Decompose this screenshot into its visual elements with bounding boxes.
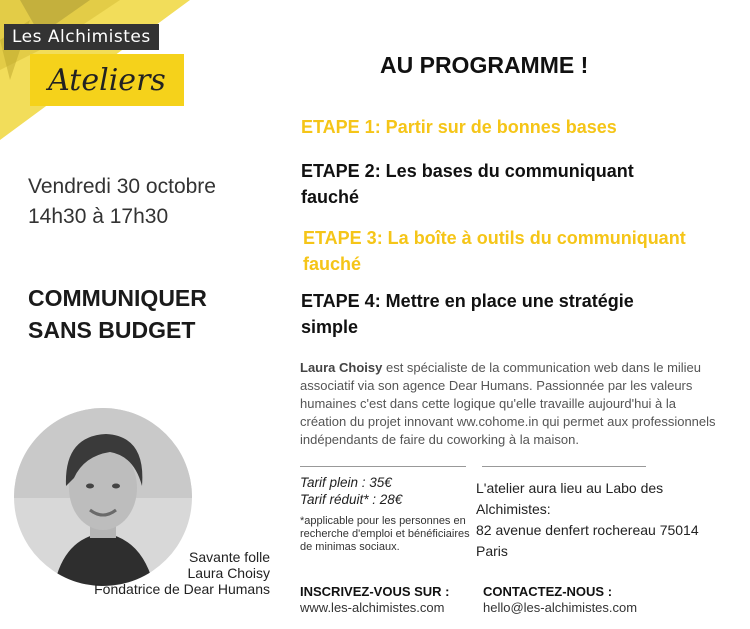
step-3 [303,225,686,277]
register-label: INSCRIVEZ-VOUS SUR : [300,584,450,599]
step-2 [301,158,634,210]
venue-line1: L'atelier aura lieu au Labo des [476,480,664,496]
event-datetime [28,172,216,232]
event-date: Vendredi 30 octobre [28,175,216,198]
tarif-plein: Tarif plein : 35€ [300,475,392,490]
event-time: 14h30 à 17h30 [28,205,169,228]
step-1-line1: ETAPE 1: Partir sur de bonnes bases [301,117,617,137]
speaker-bio [300,359,720,449]
venue-line2: Alchimistes: [476,501,551,517]
bio-name: Laura Choisy [300,360,383,375]
speaker-role: Savante folle [189,549,270,565]
contact-email-link[interactable]: hello@les-alchimistes.com [483,600,638,615]
speaker-name: Laura Choisy [187,565,270,581]
logo-alchimistes: Les Alchimistes [4,24,159,50]
venue-info [476,478,726,562]
pricing [300,474,402,508]
register-link[interactable]: www.les-alchimistes.com [300,600,445,615]
pricing-note: *applicable pour les personnes en recherche d'emploi et bénéficiaires de minimas sociaux. [300,515,470,553]
step-2-line2: fauché [301,187,360,207]
bio-text: est spécialiste de la communication web dans le milieu associatif via son agence Dear Humans. Passionnée par les valeurs humaines c'est dans cette logique qu'elle travaille aujourd'hui à la création du projet innovant ww.cohome.in qui permet aux professionnels indépendants de faire du coworking à la maison. [300,360,716,447]
step-3-line2: fauché [303,254,362,274]
step-1 [301,114,617,140]
divider-right [482,466,646,467]
step-3-line1: ETAPE 3: La boîte à outils du communiquant [303,228,686,248]
speaker-caption [94,549,270,597]
logo-ateliers: Ateliers [30,54,184,106]
step-4 [301,288,634,340]
workshop-title-line2: SANS BUDGET [28,317,196,343]
step-4-line2: simple [301,317,359,337]
venue-line3: 82 avenue denfert rochereau 75014 [476,522,699,538]
venue-line4: Paris [476,543,508,559]
step-4-line1: ETAPE 4: Mettre en place une stratégie [301,291,634,311]
speaker-position: Fondatrice de Dear Humans [94,581,270,597]
contact-label: CONTACTEZ-NOUS : [483,584,613,599]
step-2-line1: ETAPE 2: Les bases du communiquant [301,161,634,181]
programme-heading: AU PROGRAMME ! [380,52,589,78]
workshop-title-line1: COMMUNIQUER [28,285,207,311]
divider-left [300,466,466,467]
tarif-reduit: Tarif réduit* : 28€ [300,492,403,507]
workshop-title [28,282,207,346]
